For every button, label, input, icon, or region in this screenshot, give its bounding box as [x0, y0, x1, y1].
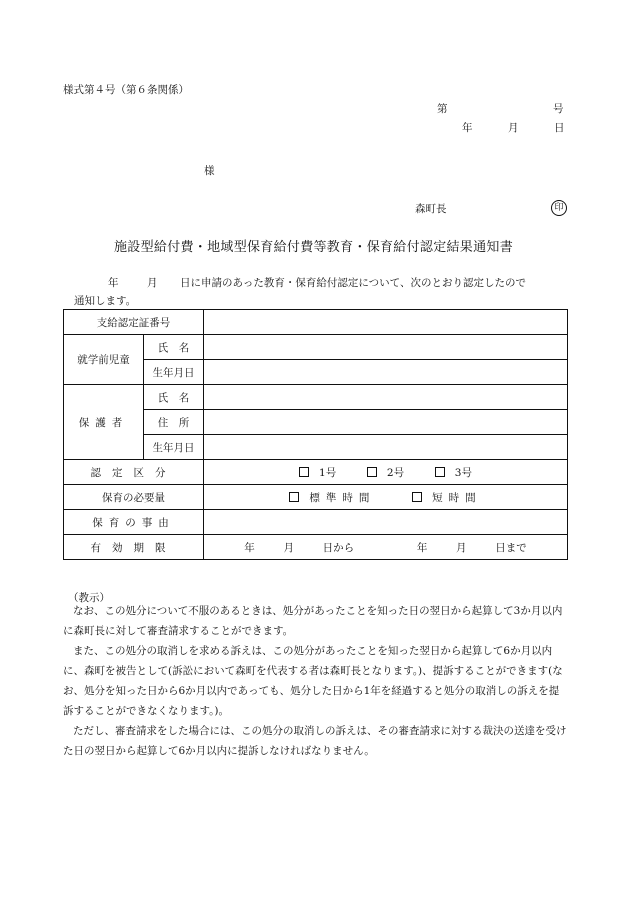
- addressee-suffix: 様: [204, 165, 215, 177]
- table-row: [64, 485, 568, 510]
- reason-label: 保育の事由: [64, 510, 204, 535]
- short-time-checkbox[interactable]: [412, 492, 422, 502]
- validity-to-day: 日まで: [495, 541, 527, 554]
- date-day: 日: [554, 122, 565, 134]
- validity-to-month: 月: [456, 541, 467, 554]
- guardian-name-value: [204, 385, 568, 410]
- guardian-address-value: [204, 410, 568, 435]
- validity-from-month: 月: [283, 541, 294, 554]
- notice-heading: （教示）: [68, 592, 110, 604]
- date-month: 月: [508, 122, 519, 134]
- notice-paragraph-1: なお、この処分について不服のあるときは、処分があったことを知った日の翌日から起算して3か月以内に森町長に対して審査請求することができます。: [63, 605, 563, 637]
- validity-to-year: 年: [416, 541, 428, 554]
- child-name-label: 氏 名: [144, 335, 204, 360]
- intro-text: 日に申請のあった教育・保育給付認定について、次のとおり認定したので: [180, 277, 526, 289]
- table-row: [64, 535, 568, 560]
- table-row: [64, 310, 568, 335]
- certification-table: [63, 309, 568, 560]
- table-row: [64, 385, 568, 410]
- validity-label: 有効期限: [64, 535, 204, 560]
- cert-number-label: 支給認定証番号: [64, 310, 204, 335]
- need-label: 保育の必要量: [64, 485, 204, 510]
- category-label: 認定区分: [64, 460, 204, 485]
- cert-number-value: [204, 310, 568, 335]
- notice-paragraph-2: また、この処分の取消しを求める訴えは、この処分があったことを知った翌日から起算して6か月以内に、森町を被告として(訴訟において森町を代表する者は森町長となります。)、提訴することができます(なお、処分を知った日から6か月以内であっても、処分した日から1年を経過すると処分の取消しの訴えを提訴することができなくなります。)。: [63, 645, 563, 717]
- validity-value: [204, 535, 568, 560]
- guardian-address-label: 住 所: [144, 410, 204, 435]
- date-year: 年: [462, 122, 473, 134]
- table-row: [64, 460, 568, 485]
- guardian-name-label: 氏 名: [144, 385, 204, 410]
- guardian-label: 保護者: [64, 385, 144, 460]
- table-row: [64, 335, 568, 360]
- child-name-value: [204, 335, 568, 360]
- intro-year: 年: [108, 277, 119, 289]
- category-1-label: 1号: [319, 466, 337, 479]
- seal-mark: 印: [551, 200, 567, 216]
- standard-time-label: 標準時間: [309, 491, 376, 504]
- category-1-checkbox[interactable]: [299, 467, 309, 477]
- short-time-label: 短時間: [432, 491, 482, 504]
- guardian-dob-value: [204, 435, 568, 460]
- validity-from-year: 年: [244, 541, 255, 554]
- validity-from-day: 日から: [322, 541, 355, 554]
- table-row: [64, 510, 568, 535]
- number-suffix: 号: [553, 103, 564, 115]
- child-label: 就学前児童: [64, 335, 144, 385]
- document-title: 施設型給付費・地域型保育給付費等教育・保育給付認定結果通知書: [114, 240, 514, 255]
- category-2-checkbox[interactable]: [367, 467, 377, 477]
- number-prefix: 第: [437, 103, 448, 115]
- intro-text-line2: 通知します。: [74, 295, 137, 307]
- standard-time-checkbox[interactable]: [289, 492, 299, 502]
- child-dob-label: 生年月日: [144, 360, 204, 385]
- need-options: [204, 485, 568, 510]
- reason-value: [204, 510, 568, 535]
- guardian-dob-label: 生年月日: [144, 435, 204, 460]
- category-3-checkbox[interactable]: [435, 467, 445, 477]
- notice-paragraph-3: ただし、審査請求をした場合には、この処分の取消しの訴えは、その審査請求に対する裁決の送達を受けた日の翌日から起算して6か月以内に提訴しなければなりません。: [63, 725, 567, 757]
- issuer: 森町長: [415, 203, 447, 215]
- category-2-label: 2号: [386, 466, 405, 479]
- category-options: [204, 460, 568, 485]
- intro-month: 月: [147, 277, 158, 289]
- category-3-label: 3号: [454, 466, 472, 479]
- form-number: 様式第４号（第６条関係）: [63, 84, 189, 96]
- child-dob-value: [204, 360, 568, 385]
